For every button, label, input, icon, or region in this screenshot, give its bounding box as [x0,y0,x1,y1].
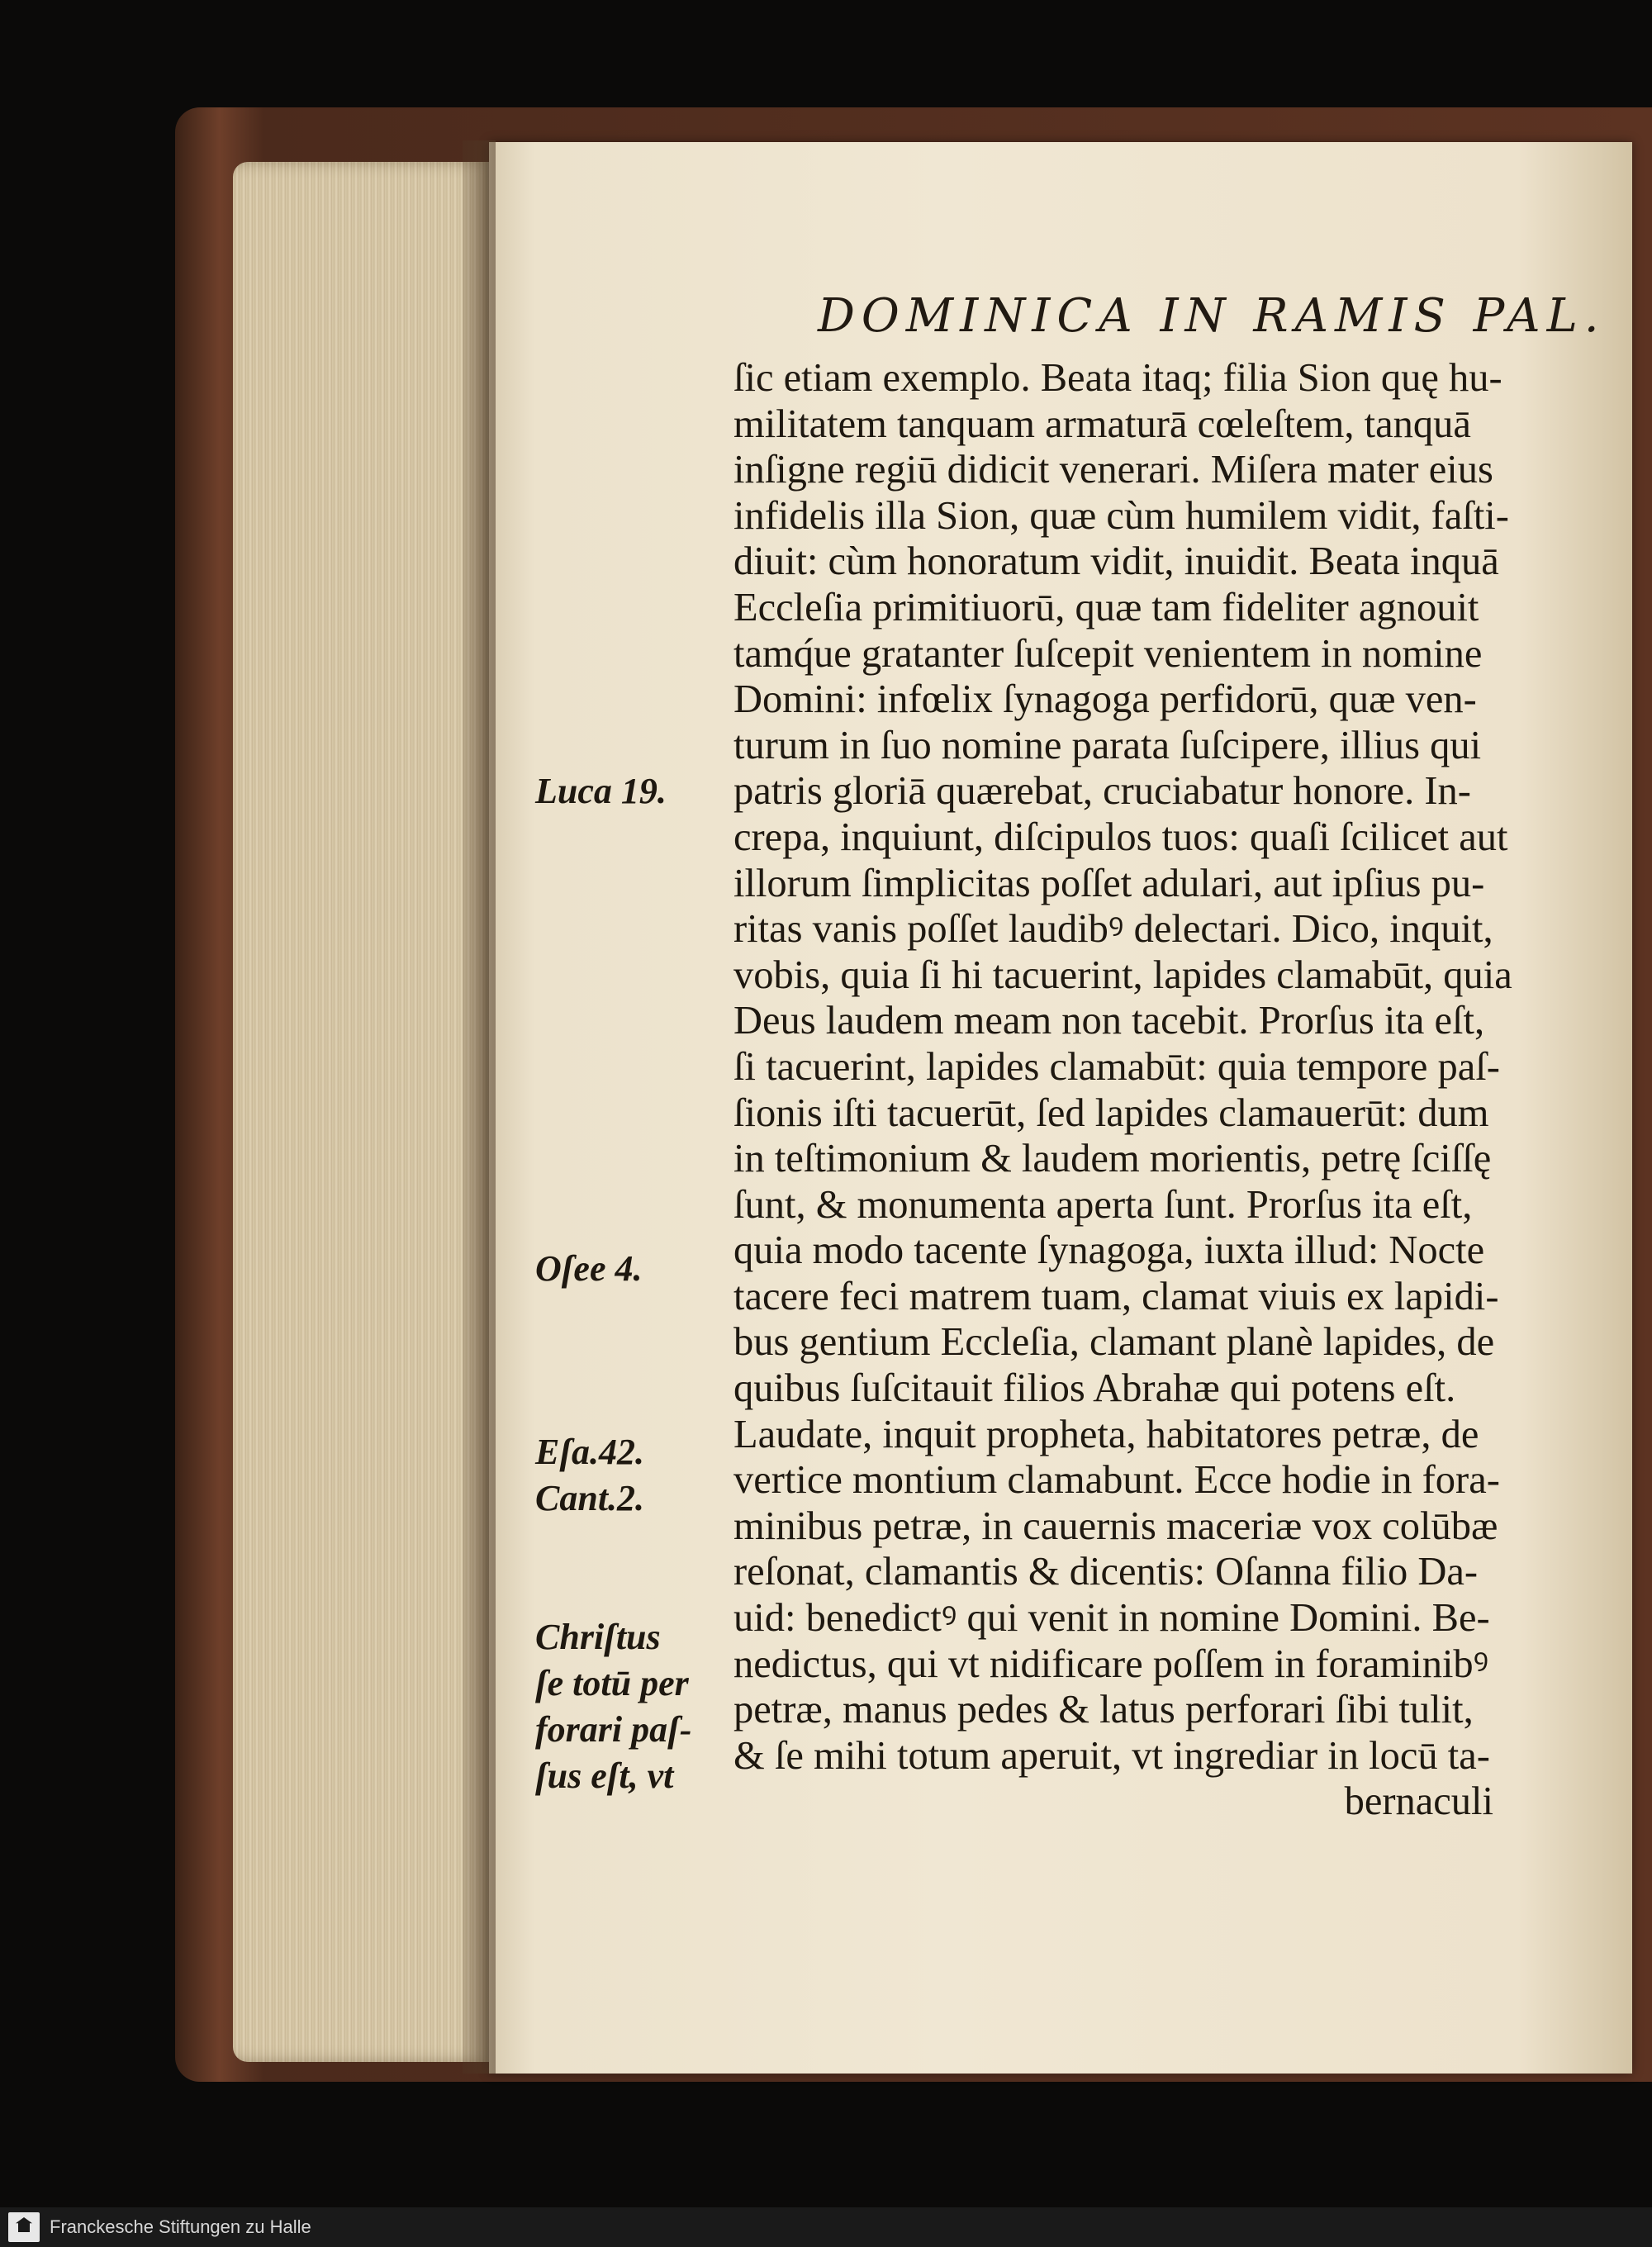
text-line: reſonat, clamantis & dicentis: Oſanna filio Da- [733,1550,1479,1594]
text-line: militatem tanquam armaturā cœleſtem, tanquā [733,401,1471,446]
text-line: ſic etiam exemplo. Beata itaq; filia Sion quę hu- [733,356,1502,400]
institution-name: Franckesche Stiftungen zu Halle [50,2216,311,2237]
text-line: ſionis iſti tacuerūt, ſed lapides clamauerūt: dum [733,1090,1489,1135]
text-line: petræ, manus pedes & latus perforari ſibi tulit, [733,1688,1474,1732]
text-line: tacere feci matrem tuam, clamat viuis ex lapidi- [733,1274,1499,1318]
text-line: nedictus, qui vt nidificare poſſem in foraminibꝰ [733,1641,1489,1686]
text-line: quibus ſuſcitauit filios Abrahæ qui potens eſt. [733,1366,1456,1411]
text-line: ritas vanis poſſet laudibꝰ delectari. Dico, inquit, [733,907,1493,952]
text-line: patris gloriā quærebat, cruciabatur honore. In- [733,769,1471,814]
text-line: quia modo tacente ſynagoga, iuxta illud: Nocte [733,1228,1485,1273]
catchword: bernaculi [1344,1779,1493,1824]
text-line: infidelis illa Sion, quæ cùm humilem vidit, faſti- [733,493,1509,538]
text-line: crepa, inquiunt, diſcipulos tuos: quaſi ſcilicet aut [733,815,1508,859]
text-line: ſunt, & monumenta aperta ſunt. Prorſus ita eſt, [733,1182,1473,1227]
text-line: vobis, quia ſi hi tacuerint, lapides clamabūt, quia [733,952,1512,997]
text-line: inſigne regiū didicit venerari. Miſera mater eius [733,448,1493,492]
text-line: in teſtimonium & laudem morientis, petrę ſciſſę [733,1137,1492,1181]
text-line: illorum ſimplicitas poſſet adulari, aut ipſius pu- [733,861,1485,905]
margin-note: ſus eſt, vt [535,1755,674,1796]
text-line: diuit: cùm honoratum vidit, inuidit. Beata inquā [733,539,1499,584]
text-line: & ſe mihi totum aperuit, vt ingrediar in locū ta- [733,1733,1490,1778]
text-line: minibus petræ, in cauernis maceriæ vox colūbæ [733,1504,1498,1548]
margin-note: Luca 19. [535,771,667,811]
text-line: ſi tacuerint, lapides clamabūt: quia tempore paſ- [733,1044,1500,1089]
text-line: Eccleſia primitiuorū, quæ tam fideliter agnouit [733,585,1479,629]
margin-note: Cant.2. [535,1478,645,1518]
margin-note: ſe totū per [535,1663,689,1703]
text-line: bus gentium Eccleſia, clamant planè lapides, de [733,1320,1495,1365]
text-line: Laudate, inquit propheta, habitatores petræ, de [733,1412,1479,1456]
text-line: Domini: infœlix ſynagoga perfidorū, quæ ven- [733,677,1477,722]
page-edges [233,162,489,2062]
text-line: Deus laudem meam non tacebit. Prorſus ita eſt, [733,999,1485,1043]
institution-logo-icon [8,2212,40,2242]
text-line: tamq́ue gratanter ſuſcepit venientem in nomine [733,631,1483,676]
text-line: vertice montium clamabunt. Ecce hodie in fora- [733,1458,1500,1503]
margin-note: Eſa.42. [535,1432,644,1472]
text-line: turum in ſuo nomine parata ſuſcipere, illius qui [733,723,1482,767]
gutter-shadow [463,140,496,2074]
margin-note: Oſee 4. [535,1248,643,1289]
margin-note: forari paſ- [535,1709,692,1750]
body-text [733,355,1568,1825]
margin-note: Chriſtus [535,1617,661,1657]
text-line: uid: benedictꝰ qui venit in nomine Domini. Be- [733,1596,1490,1641]
running-head: DOMINICA IN RAMIS PAL. [818,289,1606,343]
